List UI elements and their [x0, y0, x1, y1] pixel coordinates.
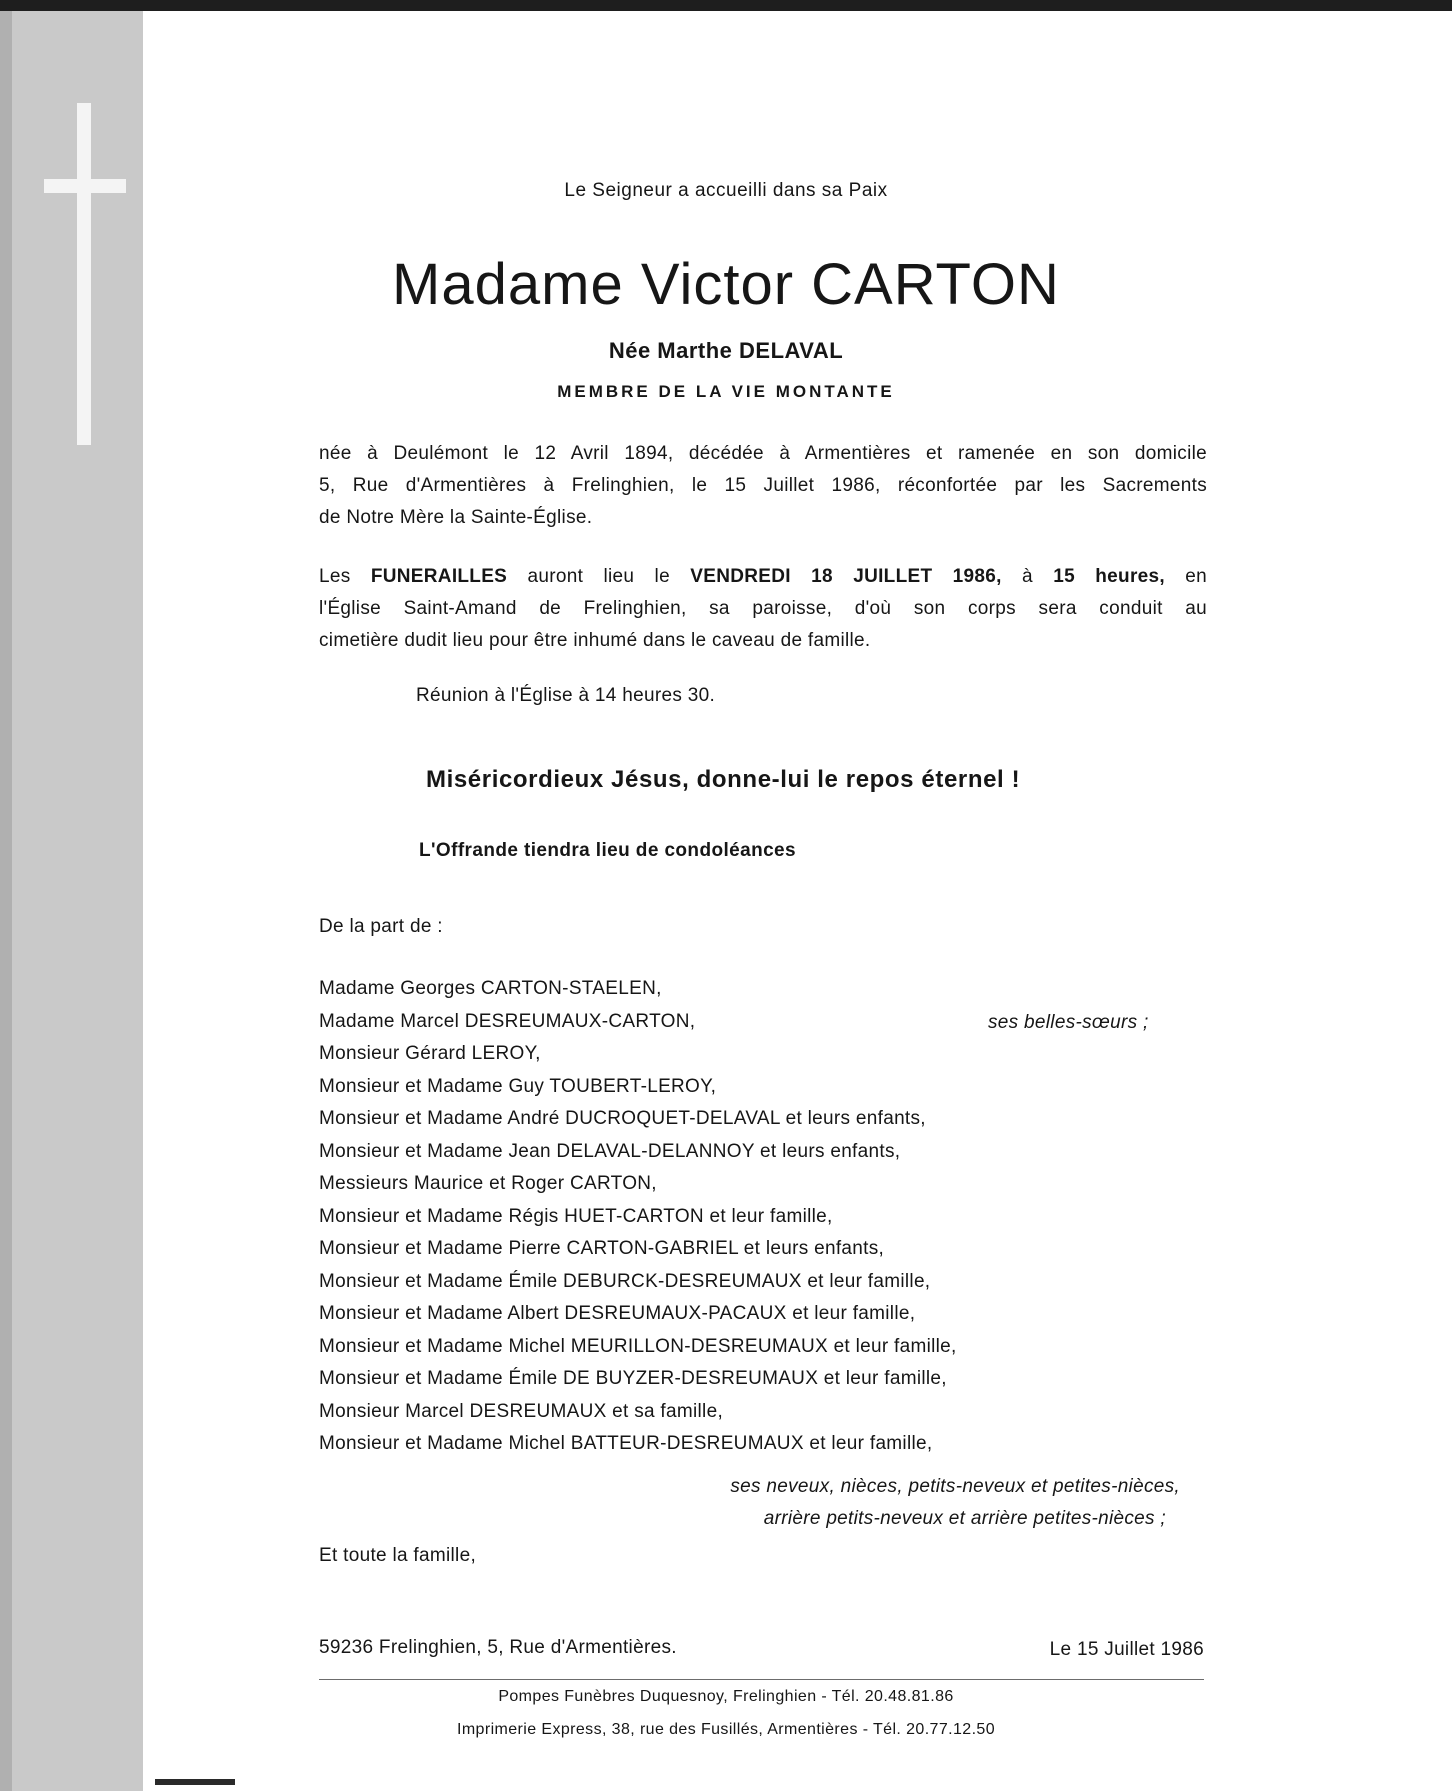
family-member: Monsieur et Madame André DUCROQUET-DELAVAL et leurs enfants, [319, 1108, 926, 1129]
relation-sisters-in-law: ses belles-sœurs ; [988, 1012, 1149, 1033]
family-member: Monsieur et Madame Pierre CARTON-GABRIEL et leurs enfants, [319, 1238, 885, 1259]
family-member: Monsieur et Madame Michel MEURILLON-DESREUMAUX et leur famille, [319, 1335, 957, 1357]
funeral-line: cimetière dudit lieu pour être inhumé dans le caveau de famille. [319, 630, 871, 651]
family-member: Madame Marcel DESREUMAUX-CARTON, [319, 1010, 696, 1032]
announcement-paragraph [319, 438, 1207, 534]
announcement-line: de Notre Mère la Sainte-Église. [319, 507, 593, 528]
funeral-home-line: Pompes Funèbres Duquesnoy, Frelinghien - Tél. 20.48.81.86 [498, 1688, 954, 1705]
family-member: Monsieur et Madame Guy TOUBERT-LEROY, [319, 1075, 717, 1097]
reunion-line: Réunion à l'Église à 14 heures 30. [416, 685, 716, 706]
funeral-keyword: FUNERAILLES [370, 566, 508, 587]
family-list [319, 973, 957, 1461]
family-member: Madame Georges CARTON-STAELEN, [319, 978, 662, 999]
relation-great-nephews: arrière petits-neveux et arrière petites-nièces ; [763, 1508, 1166, 1529]
prayer-line: Miséricordieux Jésus, donne-lui le repos éternel ! [426, 766, 1021, 793]
printer-line: Imprimerie Express, 38, rue des Fusillés, Armentières - Tél. 20.77.12.50 [456, 1721, 996, 1738]
from-label: De la part de : [319, 916, 443, 937]
funeral-time: 15 heures, [1053, 566, 1165, 587]
family-member: Monsieur et Madame Régis HUET-CARTON et leur famille, [319, 1205, 833, 1227]
family-member: Monsieur et Madame Jean DELAVAL-DELANNOY et leurs enfants, [319, 1140, 901, 1162]
family-member: Monsieur et Madame Albert DESREUMAUX-PACAUX et leur famille, [319, 1303, 916, 1324]
address-line: 59236 Frelinghien, 5, Rue d'Armentières. [319, 1637, 677, 1658]
offering-line: L'Offrande tiendra lieu de condoléances [419, 840, 796, 861]
funeral-line: Les FUNERAILLES auront lieu le VENDREDI 18 JUILLET 1986, à 15 heures, en [319, 566, 1207, 587]
footer-divider [319, 1679, 1204, 1680]
family-member: Messieurs Maurice et Roger CARTON, [319, 1173, 657, 1194]
funeral-paragraph [319, 561, 1207, 657]
family-member: Monsieur et Madame Michel BATTEUR-DESREUMAUX et leur famille, [319, 1433, 933, 1454]
family-member: Monsieur Gérard LEROY, [319, 1043, 541, 1064]
funeral-date: VENDREDI 18 JUILLET 1986, [690, 566, 1002, 587]
family-member: Monsieur et Madame Émile DE BUYZER-DESREUMAUX et leur famille, [319, 1368, 947, 1389]
date-line: Le 15 Juillet 1986 [1049, 1639, 1204, 1660]
family-member: Monsieur et Madame Émile DEBURCK-DESREUMAUX et leur famille, [319, 1270, 931, 1292]
maiden-name: Née Marthe DELAVAL [608, 338, 844, 363]
deceased-name: Madame Victor CARTON [392, 252, 1060, 317]
intro-line: Le Seigneur a accueilli dans sa Paix [564, 180, 888, 201]
relation-nephews: ses neveux, nièces, petits-neveux et petites-nièces, [730, 1476, 1180, 1497]
announcement-line: née à Deulémont le 12 Avril 1894, décédée à Armentières et ramenée en son domicile [319, 443, 1207, 464]
funeral-line: l'Église Saint-Amand de Frelinghien, sa paroisse, d'où son corps sera conduit au [319, 598, 1207, 619]
membership-line: MEMBRE DE LA VIE MONTANTE [557, 382, 895, 401]
family-member: Monsieur Marcel DESREUMAUX et sa famille, [319, 1400, 724, 1422]
announcement-line: 5, Rue d'Armentières à Frelinghien, le 15 Juillet 1986, réconfortée par les Sacrements [319, 475, 1207, 496]
closing-line: Et toute la famille, [319, 1545, 477, 1566]
